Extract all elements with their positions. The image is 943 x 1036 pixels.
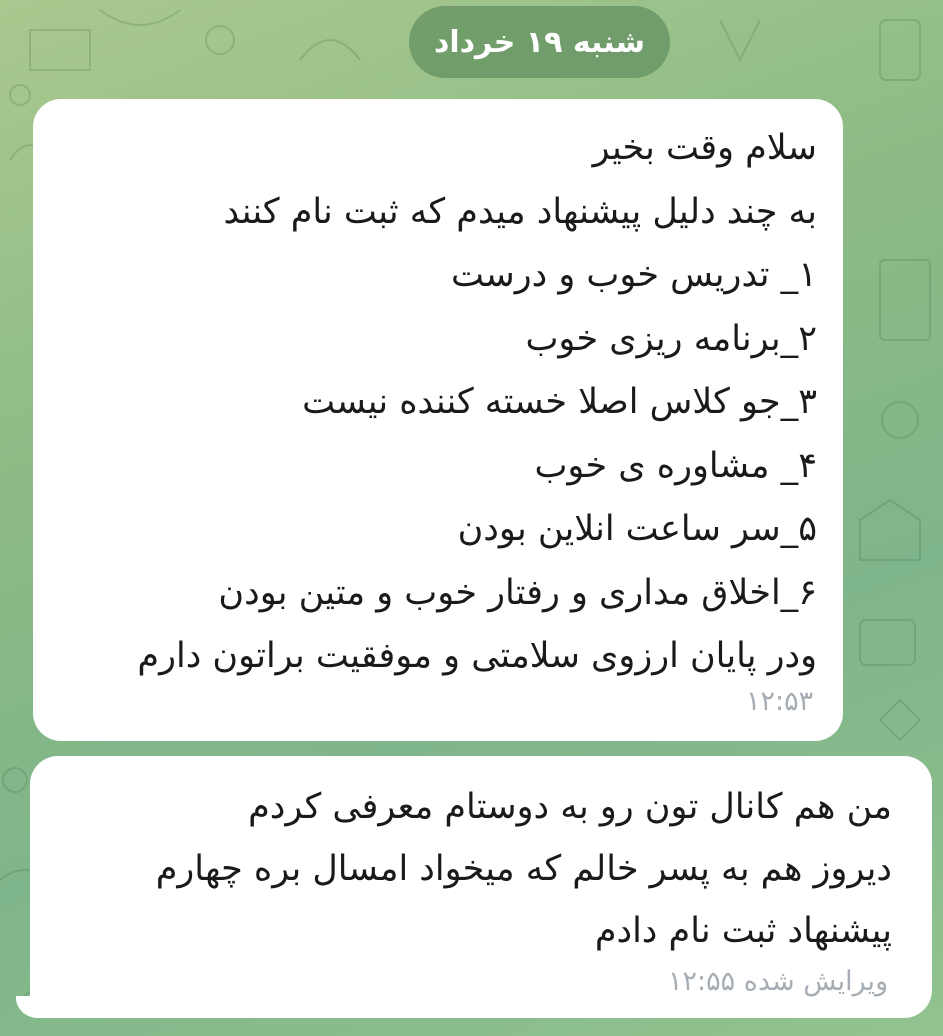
message-line: ۵_سر ساعت انلاین بودن [457,509,817,549]
message-line: ۶_اخلاق مداری و رفتار خوب و متین بودن [218,572,817,613]
message-line: ۳_جو کلاس اصلا خسته کننده نیست [302,382,817,422]
message-bubble[interactable] [33,99,843,741]
date-separator-label: شنبه ۱۹ خرداد [433,24,646,60]
date-separator [409,6,670,78]
message-line: ۱_ تدریس خوب و درست [451,255,817,295]
message-line: ودر پایان ارزوی سلامتی و موفقیت براتون دارم [137,636,817,676]
message-line: دیروز هم به پسر خالم که میخواد امسال بره چهارم [155,849,892,889]
message-line: من هم کانال تون رو به دوستام معرفی کردم [248,787,892,827]
message-time: ۱۲:۵۳ [746,686,814,717]
message-line: ۲_برنامه ریزی خوب [525,318,817,359]
message-line: پیشنهاد ثبت نام دادم [594,911,892,951]
message-edited-time: ویرایش شده ۱۲:۵۵ [668,966,889,997]
message-line: سلام وقت بخیر [592,128,817,168]
message-line: به چند دلیل پیشنهاد میدم که ثبت نام کنند [223,191,817,232]
message-line: ۴_ مشاوره ی خوب [534,445,817,486]
